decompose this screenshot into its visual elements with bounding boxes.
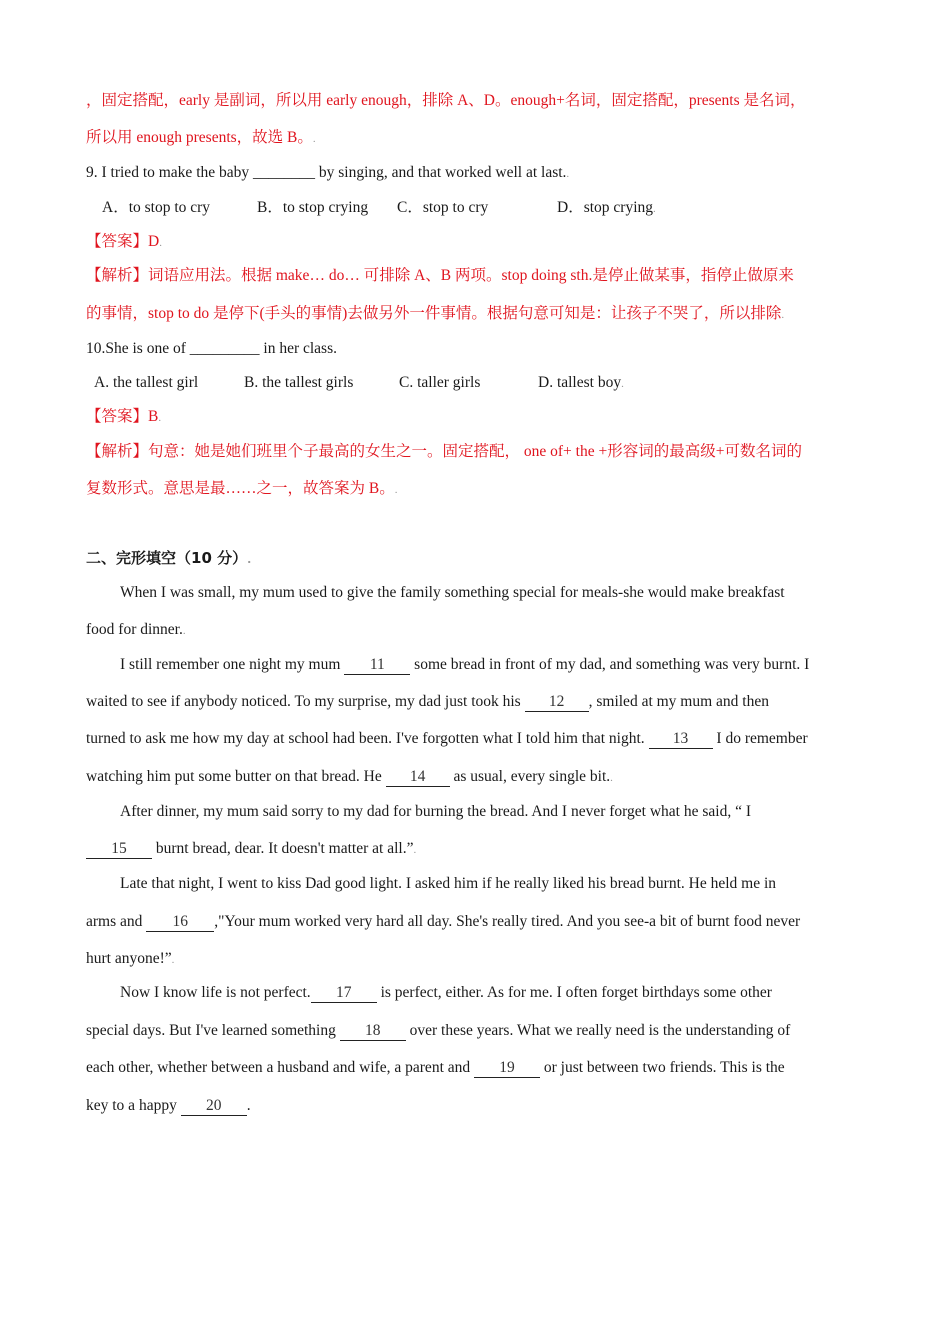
blank-18[interactable]: 18 (340, 1022, 406, 1041)
passage-p2-line-1: I still remember one night my mum 11 some bread in front of my dad, and something was very burnt. I (120, 656, 810, 673)
question-9-suffix: by singing, and that worked well at last. (318, 164, 567, 181)
blank-19[interactable]: 19 (474, 1059, 540, 1078)
question-10-options: A. the tallest girl B. the tallest girls C. taller girls D. tallest boy. (94, 374, 624, 391)
passage-p2-line-2: waited to see if anybody noticed. To my surprise, my dad just took his 12 , smiled at my mum and then (86, 693, 769, 710)
blank-14[interactable]: 14 (386, 768, 450, 787)
passage-p4-line-2: arms and 16 ,"Your mum worked very hard all day. She's really tired. And you see-a bit of burnt food never (86, 913, 801, 930)
question-9-blank: ________ (253, 164, 316, 181)
question-10-suffix: in her class. (263, 340, 337, 357)
question-9: 9. I tried to make the baby ________ by singing, and that worked well at last.. (86, 164, 570, 181)
question-9-answer: 【答案】D. (86, 233, 162, 250)
passage-p1-line-2: food for dinner.. (86, 621, 186, 638)
question-10-prefix: 10.She is one of (86, 340, 186, 357)
blank-15[interactable]: 15 (86, 840, 152, 859)
question-10-analysis-line-2: 复数形式。意思是最……之一，故答案为 B。. (86, 480, 398, 497)
passage-p5-line-2: special days. But I've learned something 18 over these years. What we really need is the understanding of (86, 1022, 791, 1039)
blank-20[interactable]: 20 (181, 1097, 247, 1116)
question-9-analysis-line-1: 【解析】词语应用法。根据 make… do… 可排除 A、B 两项。stop doing sth.是停止做某事，指停止做原来 (86, 267, 794, 284)
question-9-options: A．to stop to cry B．to stop crying C．stop to cry D．stop crying. (102, 199, 656, 216)
q10-option-c: C. taller girls (399, 374, 481, 391)
q9-option-b: B．to stop crying (257, 199, 369, 216)
q10-option-a: A. the tallest girl (94, 374, 199, 391)
passage-p2-line-3: turned to ask me how my day at school had been. I've forgotten what I told him that night. 13 I do remember (86, 730, 808, 747)
passage-p3-line-2: 15 burnt bread, dear. It doesn't matter at all.”. (86, 839, 416, 860)
blank-13[interactable]: 13 (649, 730, 713, 749)
blank-12[interactable]: 12 (525, 693, 589, 712)
section-2-title: 二、完形填空（10 分）. (86, 549, 252, 567)
question-10-blank: _________ (189, 340, 260, 357)
q10-option-b: B. the tallest girls (244, 374, 354, 391)
explanation-8-line-1: ，固定搭配，early 是副词，所以用 early enough，排除 A、D。enough+名词，固定搭配，presents 是名词， (86, 92, 806, 109)
passage-p2-line-4: watching him put some butter on that bread. He 14 as usual, every single bit.. (86, 768, 613, 785)
passage-p4-line-1: Late that night, I went to kiss Dad good light. I asked him if he really liked his bread burnt. He held me in (120, 875, 777, 892)
passage-p4-line-3: hurt anyone!”. (86, 950, 175, 967)
question-9-analysis-line-2: 的事情，stop to do 是停下(手头的事情)去做另外一件事情。根据句意可知是：让孩子不哭了，所以排除. (86, 305, 785, 322)
blank-16[interactable]: 16 (146, 913, 214, 932)
passage-p5-line-4: key to a happy 20 . (86, 1097, 251, 1114)
explanation-8-line-2: 所以用 enough presents，故选 B。. (86, 129, 316, 146)
q10-option-d: D. tallest boy (538, 374, 622, 391)
passage-p3-line-1: After dinner, my mum said sorry to my dad for burning the bread. And I never forget what he said, “ I (120, 803, 751, 820)
q9-option-d: D．stop crying (557, 199, 654, 216)
q9-option-a: A．to stop to cry (102, 199, 211, 216)
q9-option-c: C．stop to cry (397, 199, 489, 216)
passage-p5-line-1: Now I know life is not perfect. 17 is perfect, either. As for me. I often forget birthdays some other (120, 984, 772, 1001)
question-10 (86, 339, 337, 359)
passage-p1-line-1: When I was small, my mum used to give the family something special for meals-she would make breakfast (120, 584, 785, 601)
question-10-answer: 【答案】B. (86, 408, 162, 425)
question-9-prefix: 9. I tried to make the baby (86, 164, 250, 181)
blank-11[interactable]: 11 (344, 656, 410, 675)
passage-p5-line-3: each other, whether between a husband and wife, a parent and 19 or just between two friends. This is the (86, 1059, 785, 1076)
blank-17[interactable]: 17 (311, 984, 377, 1003)
question-10-analysis-line-1: 【解析】句意：她是她们班里个子最高的女生之一。固定搭配， one of+ the +形容词的最高级+可数名词的 (86, 443, 802, 460)
